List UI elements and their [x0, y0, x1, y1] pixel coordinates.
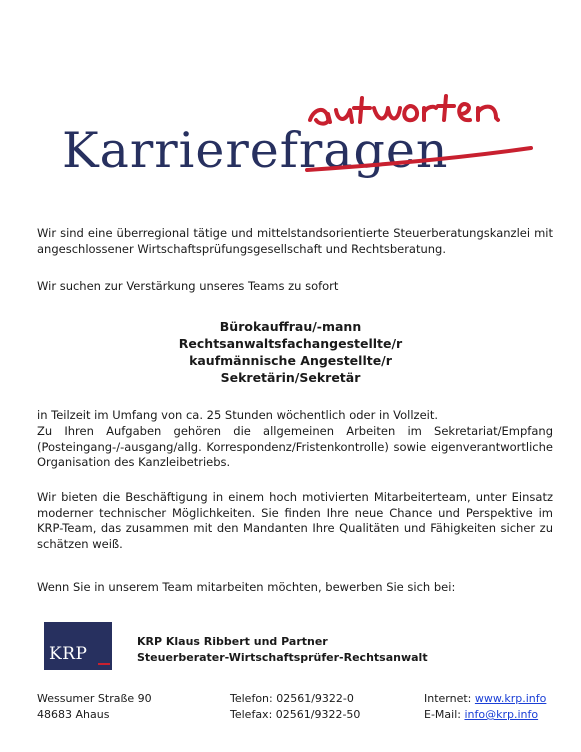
handwritten-word-text: antworten: [300, 62, 306, 63]
strikethrough-line: [305, 132, 535, 192]
website-link[interactable]: www.krp.info: [474, 692, 547, 705]
intro-paragraph: Wir sind eine überregional tätige und mittelstandsorientierte Steuerberatungskanzlei mit angeschlossener Wirtschaftsprüfungsgesellschaft und Rechtsberatung.: [37, 226, 553, 256]
address-block: [37, 691, 152, 723]
logo-text: KRP: [49, 644, 88, 664]
details-line2: Zu Ihren Aufgaben gehören die allgemeinen Arbeiten im Sekretariat/Empfang (Posteingang-/-ausgang/allg. Korrespondenz/Fristenkontrolle) sowie eigenverantwortliche Organisation des Kanzleibetriebs.: [37, 424, 553, 469]
search-line: Wir suchen zur Verstärkung unseres Teams zu sofort: [37, 279, 339, 293]
offer-paragraph: Wir bieten die Beschäftigung in einem hoch motivierten Mitarbeiterteam, unter Einsatz moderner technischer Möglichkeiten. Sie finden Ihre neue Chance und Perspektive im KRP-Team, das zusammen mit den Mandanten Ihre Qualitäten und Fähigkeiten sicher zu schätzen weiß.: [37, 490, 553, 551]
phone: Telefon: 02561/9322-0: [230, 692, 354, 705]
headline: [0, 40, 581, 190]
internet-row: [424, 691, 546, 707]
fax: Telefax: 02561/9322-50: [230, 708, 361, 721]
street: Wessumer Straße 90: [37, 692, 152, 705]
email-link[interactable]: info@krp.info: [464, 708, 539, 721]
city: 48683 Ahaus: [37, 708, 110, 721]
email-label: E-Mail:: [424, 708, 465, 721]
firm-block: [137, 634, 428, 666]
online-block: [424, 691, 546, 723]
details-line1: in Teilzeit im Umfang von ca. 25 Stunden wöchentlich oder in Vollzeit.: [37, 408, 439, 422]
apply-line: Wenn Sie in unserem Team mitarbeiten möchten, bewerben Sie sich bei:: [37, 580, 456, 594]
position-item: kaufmännische Angestellte/r: [189, 353, 392, 368]
email-row: [424, 707, 546, 723]
position-item: Bürokauffrau/-mann: [219, 319, 362, 334]
firm-name: KRP Klaus Ribbert und Partner: [137, 635, 328, 648]
karrierefragen-title: Karrierefragen: [62, 122, 449, 179]
logo-accent-line: [98, 663, 110, 665]
position-item: Sekretärin/Sekretär: [220, 370, 361, 385]
positions-list: [0, 318, 581, 386]
position-item: Rechtsanwaltsfachangestellte/r: [178, 336, 403, 351]
firm-subtitle: Steuerberater-Wirtschaftsprüfer-Rechtsanwalt: [137, 651, 428, 664]
phone-block: [230, 691, 360, 723]
internet-label: Internet:: [424, 692, 475, 705]
